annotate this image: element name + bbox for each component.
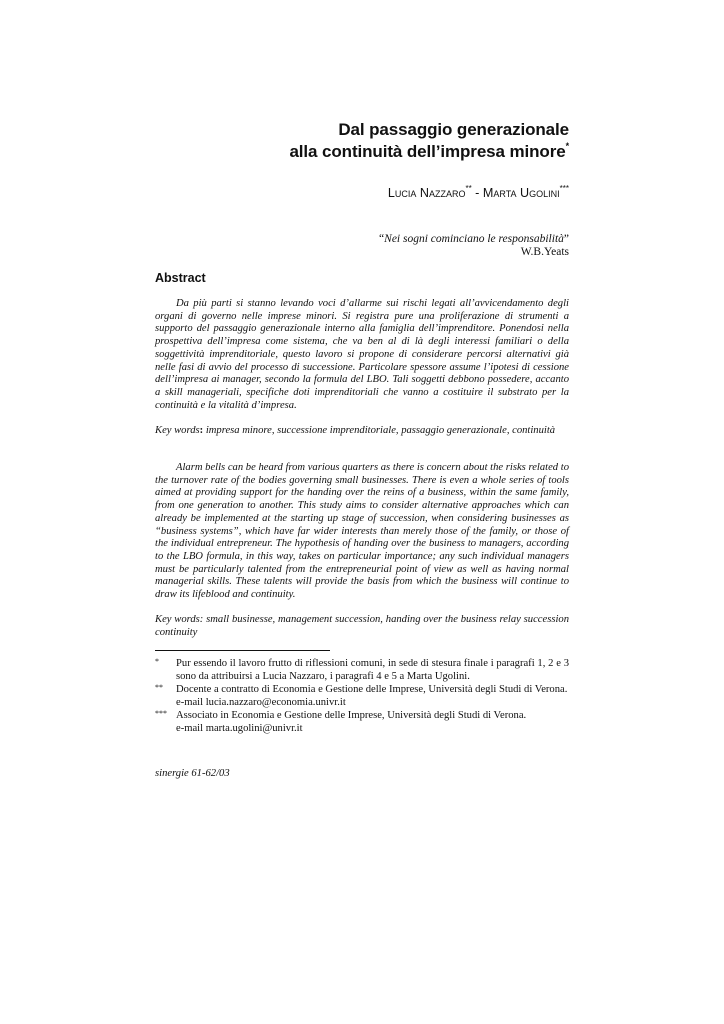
journal-footer: sinergie 61-62/03 xyxy=(155,768,230,779)
epigraph xyxy=(379,233,569,259)
italian-keywords-label: Key words xyxy=(155,425,200,436)
title-line-2 xyxy=(289,141,569,163)
footnote-2-text: Docente a contratto di Economia e Gestione delle Imprese, Università degli Studi di Verona. xyxy=(176,684,568,695)
footnote-2 xyxy=(155,683,569,709)
footnote-3-email[interactable]: e-mail marta.ugolini@univr.it xyxy=(176,723,303,734)
epigraph-close-quote: ” xyxy=(563,233,569,245)
italian-keywords xyxy=(155,425,569,438)
author-1-footnote-mark[interactable]: ** xyxy=(465,183,472,193)
italian-keywords-list: impresa minore, successione imprenditoriale, passaggio generazionale, continuità xyxy=(203,425,556,436)
abstract-english: Alarm bells can be heard from various quarters as there is concern about the risks related to the turnover rate of the bodies governing small businesses. There is even a whole series of tools aimed at providing support for the handing over the reins of a business, within the same family, from one generation to another. This study aims to consider alternative approaches which can already be implemented at the starting up stage of succession, when considering businesses as “business systems”, which have far wider interests than merely those of the family, or those of the individual entrepreneur. The hypothesis of handing over the business to managers, according to the LBO formula, in this way, takes on particular importance; any such individual managers must be particularly talented from the entrepreneurial point of view as well as having normal managerial skills. These talents will provide the basis from which the business will continue to draw its lifeblood and continuity. xyxy=(155,462,569,601)
footnote-2-mark: ** xyxy=(155,683,163,692)
paper-title xyxy=(289,119,569,163)
epigraph-open-quote: “ xyxy=(379,233,385,245)
author-separator: - xyxy=(471,186,483,200)
footnote-3-mark: *** xyxy=(155,709,167,718)
epigraph-quote-text: Nei sogni cominciano le responsabilità xyxy=(384,233,564,245)
author-2-footnote-mark[interactable]: *** xyxy=(559,183,569,193)
footnote-1 xyxy=(155,657,569,683)
abstract-italian: Da più parti si stanno levando voci d’allarme sui rischi legati all’avvicendamento degli organi di governo nelle imprese minori. Si registra pure una proliferazione di strumenti a supporto del passaggio generazionale interno alla famiglia dell’imprenditore. Ponendosi nella prospettiva dell’impresa come sistema, che va ben al di là degli interessi familiari o della soggettività imprenditoriale, questo lavoro si propone di considerare percorsi alternativi già nelle fasi di avvio del processo di successione. Particolare spessore assume l’ipotesi di cessione dell’impresa ai manager, secondo la formula del LBO. Tali soggetti debbono possedere, accanto a skill manageriali, specifiche doti imprenditoriali che vanno a costituire il substrato per la continuità e la vitalità d’impresa. xyxy=(155,298,569,411)
footnote-3-body xyxy=(176,709,569,735)
author-2-name: Marta Ugolini xyxy=(482,186,560,200)
footnote-divider xyxy=(155,650,330,651)
epigraph-quote xyxy=(379,233,569,246)
footnote-3-text: Associato in Economia e Gestione delle Imprese, Università degli Studi di Verona. xyxy=(176,710,527,721)
abstract-heading: Abstract xyxy=(155,271,206,285)
footnote-3 xyxy=(155,709,569,735)
author-1-name: Lucia Nazzaro xyxy=(387,186,466,200)
paper-page xyxy=(155,0,569,1024)
epigraph-attribution: W.B.Yeats xyxy=(520,246,569,258)
footnote-2-email[interactable]: e-mail lucia.nazzaro@economia.univr.it xyxy=(176,697,346,708)
footnote-1-mark: * xyxy=(155,657,159,666)
english-keywords: Key words: small businesse, management succession, handing over the business relay succession continuity xyxy=(155,614,569,638)
footnote-2-body xyxy=(176,683,569,709)
footnote-1-text: Pur essendo il lavoro frutto di riflessioni comuni, in sede di stesura finale i paragrafi 1, 2 e 3 sono da attribuirsi a Lucia Nazzaro, i paragrafi 4 e 5 a Marta Ugolini. xyxy=(176,658,569,682)
title-footnote-mark[interactable]: * xyxy=(565,141,569,152)
italian-keywords-colon: : xyxy=(199,425,204,436)
title-line-2-text: alla continuità dell’impresa minore xyxy=(289,142,566,161)
footnotes xyxy=(155,657,569,735)
authors xyxy=(387,183,569,200)
title-line-1: Dal passaggio generazionale xyxy=(338,120,569,139)
